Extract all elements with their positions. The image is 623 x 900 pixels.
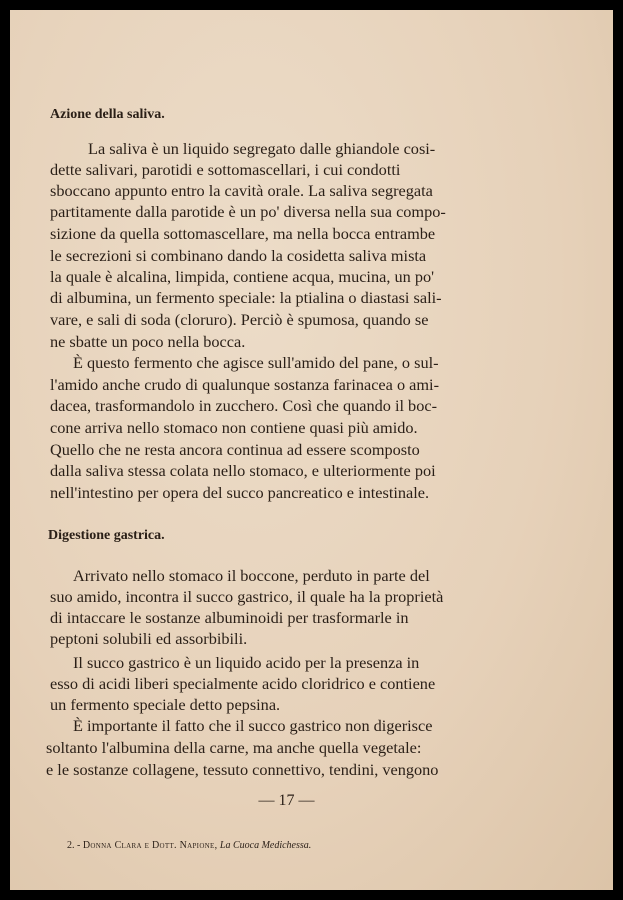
footer-citation xyxy=(67,840,311,851)
text-line: cone arriva nello stomaco non contiene quasi più amido. xyxy=(50,418,418,437)
text-line: partitamente dalla parotide è un po' diversa nella sua compo- xyxy=(50,202,446,221)
text-line: di intaccare le sostanze albuminoidi per trasformarle in xyxy=(50,608,409,627)
footer-prefix: 2. - xyxy=(67,840,83,851)
text-line: la quale è alcalina, limpida, contiene acqua, mucina, un po' xyxy=(50,267,435,286)
text-line: Arrivato nello stomaco il boccone, perduto in parte del xyxy=(73,566,430,585)
text-line: peptoni solubili ed assorbibili. xyxy=(50,629,248,648)
text-line: le secrezioni si combinano dando la cosidetta saliva mista xyxy=(50,246,427,265)
text-line: suo amido, incontra il succo gastrico, il quale ha la proprietà xyxy=(50,587,444,606)
footer-title: La Cuoca Medichessa. xyxy=(219,840,312,851)
text-line: dalla saliva stessa colata nello stomaco, e ulteriormente poi xyxy=(50,461,436,480)
text-line: La saliva è un liquido segregato dalle ghiandole cosi- xyxy=(88,139,436,158)
text-line: l'amido anche crudo di qualunque sostanza farinacea o ami- xyxy=(50,375,440,394)
text-line: sboccano appunto entro la cavità orale. La saliva segregata xyxy=(50,181,433,200)
text-line: sizione da quella sottomascellare, ma nella bocca entrambe xyxy=(50,224,436,243)
text-line: vare, e sali di soda (cloruro). Perciò è spumosa, quando se xyxy=(50,310,429,329)
text-line: un fermento speciale detto pepsina. xyxy=(50,695,281,714)
text-line: Quello che ne resta ancora continua ad essere scomposto xyxy=(50,440,420,459)
text-line: È importante il fatto che il succo gastrico non digerisce xyxy=(73,716,433,735)
text-line: dette salivari, parotidi e sottomascellari, i cui condotti xyxy=(50,160,401,179)
text-line: dacea, trasformandolo in zucchero. Così che quando il boc- xyxy=(50,396,437,415)
footer-authors: Donna Clara e Dott. Napione, xyxy=(82,840,218,851)
text-line: È questo fermento che agisce sull'amido del pane, o sul- xyxy=(73,353,439,372)
section-heading-gastric: Digestione gastrica. xyxy=(48,528,165,543)
text-line: esso di acidi liberi specialmente acido cloridrico e contiene xyxy=(50,674,436,693)
text-line: di albumina, un fermento speciale: la ptialina o diastasi sali- xyxy=(50,288,442,307)
text-line: Il succo gastrico è un liquido acido per la presenza in xyxy=(73,653,420,672)
text-line: e le sostanze collagene, tessuto connettivo, tendini, vengono xyxy=(46,760,439,779)
section-heading-saliva: Azione della saliva. xyxy=(50,107,165,122)
text-line: nell'intestino per opera del succo pancreatico e intestinale. xyxy=(50,483,430,502)
page-number: — 17 — xyxy=(258,792,315,809)
book-page xyxy=(10,10,613,890)
text-line: ne sbatte un poco nella bocca. xyxy=(50,332,246,351)
text-line: soltanto l'albumina della carne, ma anche quella vegetale: xyxy=(46,738,422,757)
